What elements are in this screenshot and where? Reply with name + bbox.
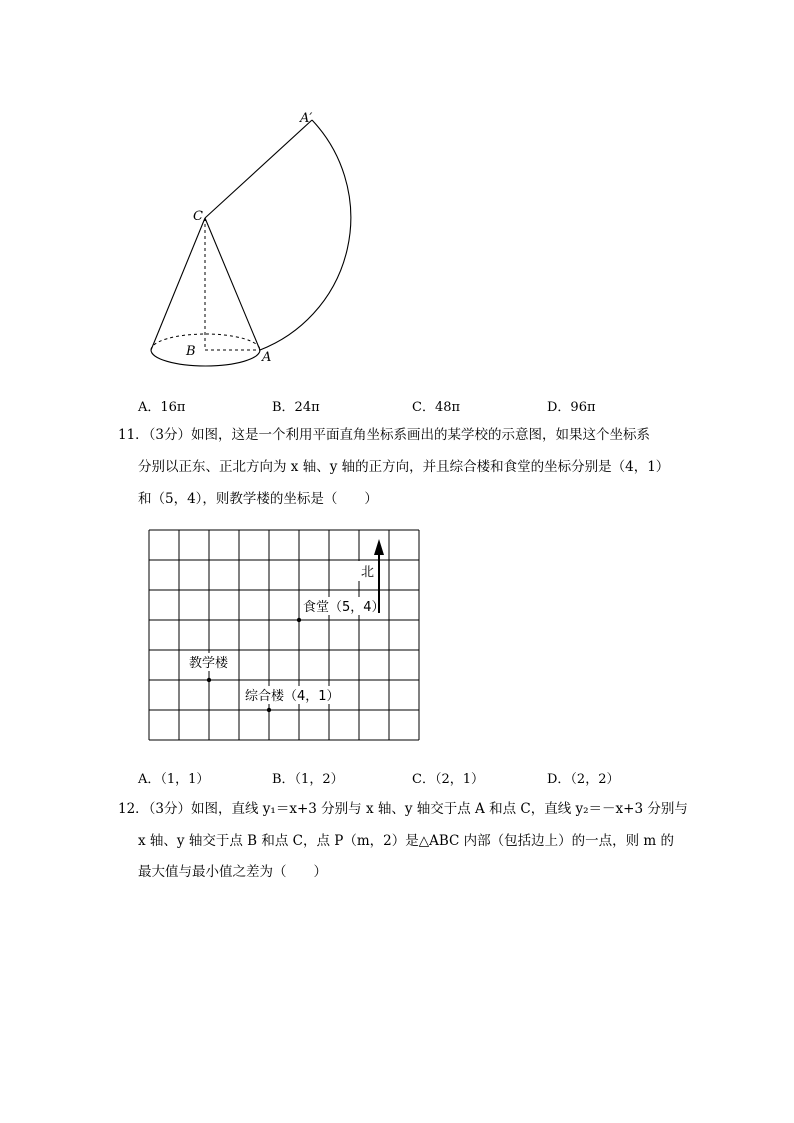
label-A: A (262, 350, 272, 365)
q12-stem-line-3: 最大值与最小值之差为（ ） (138, 864, 327, 880)
q11-stem-line-1: 11．（3分）如图，这是一个利用平面直角坐标系画出的某学校的示意图，如果这个坐标系 (118, 427, 651, 443)
q11-option-d[interactable]: D．（2，2） (547, 772, 620, 787)
q10-option-a[interactable]: A．16π (138, 400, 186, 415)
q12-stem-line-1: 12．（3分）如图，直线 y₁＝x+3 分别与 x 轴、y 轴交于点 A 和点 C，直线 y₂＝－x+3 分别与 (118, 801, 688, 817)
label-B: B (186, 344, 196, 359)
base-ellipse-front (151, 350, 260, 366)
q12-stem-line-2: x 轴、y 轴交于点 B 和点 C，点 P（m，2）是△ABC 内部（包括边上）的一点，则 m 的 (138, 833, 675, 849)
school-map-grid (140, 525, 430, 750)
q10-option-d[interactable]: D．96π (547, 400, 596, 415)
q11-option-c[interactable]: C．（2，1） (412, 772, 484, 787)
base-ellipse-back (151, 334, 260, 350)
label-A-prime: A′ (300, 111, 313, 126)
cone-unfolding-figure (140, 100, 370, 380)
north-arrow-head (374, 539, 384, 555)
north-label: 北 (361, 565, 375, 580)
teaching-building-label: 教学楼 (189, 656, 229, 671)
q11-stem-line-3: 和（5，4），则教学楼的坐标是（ ） (138, 491, 378, 507)
slant-line-CA-prime (205, 120, 312, 218)
canteen-label: 食堂（5，4） (303, 600, 385, 615)
label-C: C (193, 209, 203, 224)
q10-option-c[interactable]: C．48π (412, 400, 461, 415)
q11-option-b[interactable]: B．（1，2） (272, 772, 344, 787)
canteen-point (297, 618, 301, 622)
q11-stem-line-2: 分别以正东、正北方向为 x 轴、y 轴的正方向，并且综合楼和食堂的坐标分别是（4，1） (138, 459, 670, 475)
teaching-building-point (207, 678, 211, 682)
cone-side-right (205, 218, 260, 350)
q10-option-b[interactable]: B．24π (272, 400, 320, 415)
complex-building-point (267, 708, 271, 712)
complex-building-label: 综合楼（4，1） (245, 689, 340, 704)
cone-side-left (151, 218, 205, 350)
q11-option-a[interactable]: A．（1，1） (138, 772, 210, 787)
